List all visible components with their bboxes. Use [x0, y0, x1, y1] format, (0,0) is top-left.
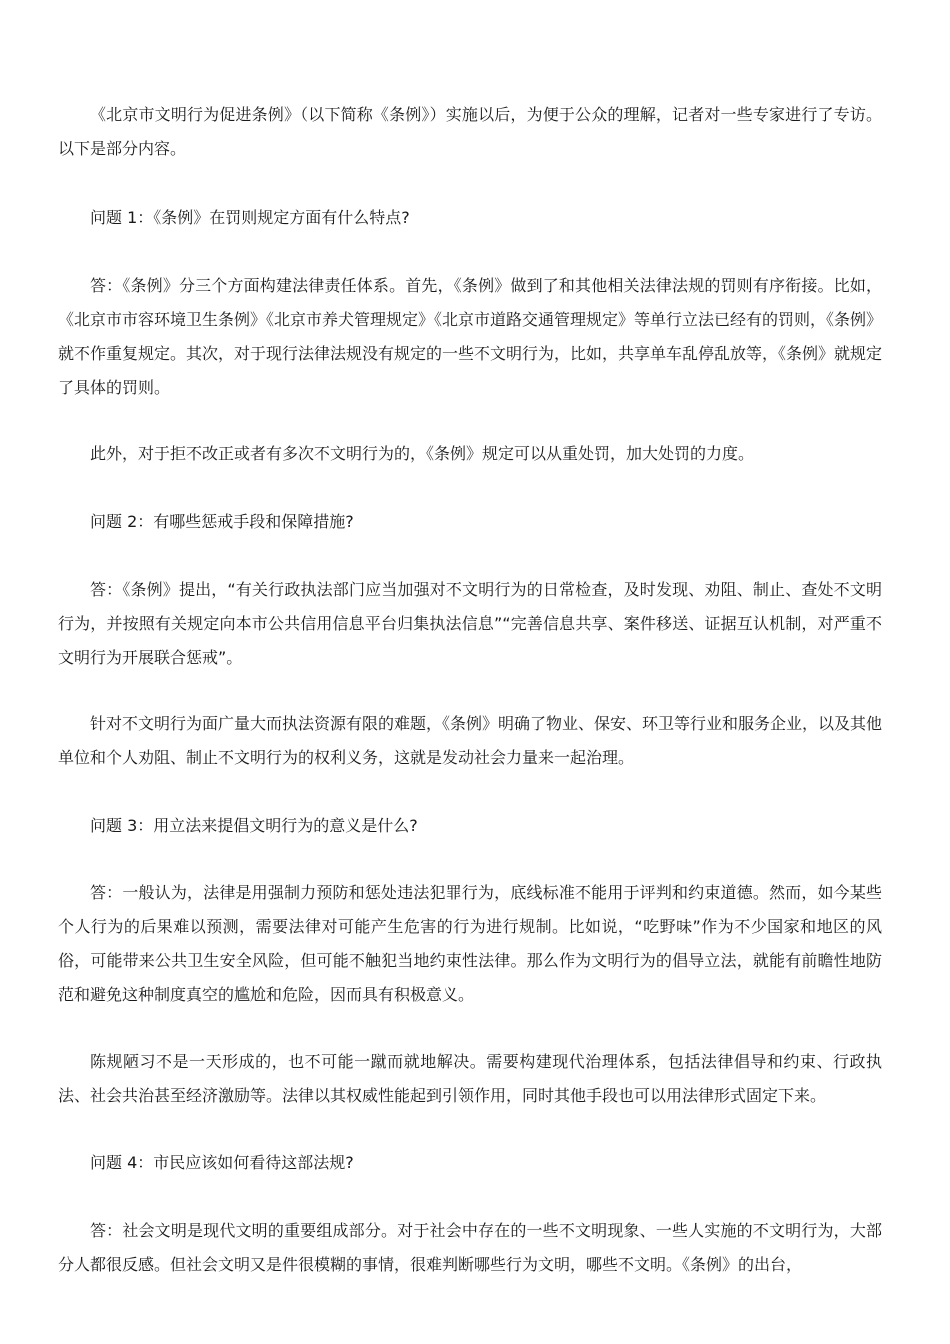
question-1: 问题 1：《条例》在罚则规定方面有什么特点? [90, 208, 410, 227]
answer-1-paragraph-1: 答：《条例》分三个方面构建法律责任体系。首先，《条例》做到了和其他相关法律法规的罚则有序衔接。比如，《北京市市容环境卫生条例》《北京市养犬管理规定》《北京市道路交通管理规定》等单行立法已经有的罚则，《条例》就不作重复规定。其次，对于现行法律法规没有规定的一些不文明行为，比如，共享单车乱停乱放等，《条例》就规定了具体的罚则。 [58, 276, 883, 397]
question-4: 问题 4：市民应该如何看待这部法规? [90, 1153, 354, 1172]
answer-2-paragraph-1: 答：《条例》提出，“有关行政执法部门应当加强对不文明行为的日常检查，及时发现、劝阻、制止、查处不文明行为，并按照有关规定向本市公共信用信息平台归集执法信息”“完善信息共享、案件移送、证据互认机制，对严重不文明行为开展联合惩戒”。 [58, 580, 882, 667]
answer-3-paragraph-2: 陈规陋习不是一天形成的，也不可能一蹴而就地解决。需要构建现代治理体系，包括法律倡导和约束、行政执法、社会共治甚至经济激励等。法律以其权威性能起到引领作用，同时其他手段也可以用法律形式固定下来。 [58, 1052, 882, 1105]
intro-paragraph: 《北京市文明行为促进条例》（以下简称《条例》）实施以后，为便于公众的理解，记者对一些专家进行了专访。以下是部分内容。 [58, 105, 882, 158]
answer-2-paragraph-2: 针对不文明行为面广量大而执法资源有限的难题，《条例》明确了物业、保安、环卫等行业和服务企业，以及其他单位和个人劝阻、制止不文明行为的权利义务，这就是发动社会力量来一起治理。 [58, 714, 883, 767]
answer-1-paragraph-2: 此外，对于拒不改正或者有多次不文明行为的，《条例》规定可以从重处罚，加大处罚的力度。 [90, 444, 755, 463]
answer-4-paragraph-1: 答：社会文明是现代文明的重要组成部分。对于社会中存在的一些不文明现象、一些人实施的不文明行为，大部分人都很反感。但社会文明又是件很模糊的事情，很难判断哪些行为文明，哪些不文明。《条例》的出台， [58, 1221, 882, 1274]
question-2: 问题 2：有哪些惩戒手段和保障措施? [90, 512, 354, 531]
answer-3-paragraph-1: 答：一般认为，法律是用强制力预防和惩处违法犯罪行为，底线标准不能用于评判和约束道德。然而，如今某些个人行为的后果难以预测，需要法律对可能产生危害的行为进行规制。比如说，“吃野味”作为不少国家和地区的风俗，可能带来公共卫生安全风险，但可能不触犯当地约束性法律。那么作为文明行为的倡导立法，就能有前瞻性地防范和避免这种制度真空的尴尬和危险，因而具有积极意义。 [58, 883, 882, 1004]
question-3: 问题 3：用立法来提倡文明行为的意义是什么? [90, 816, 418, 835]
